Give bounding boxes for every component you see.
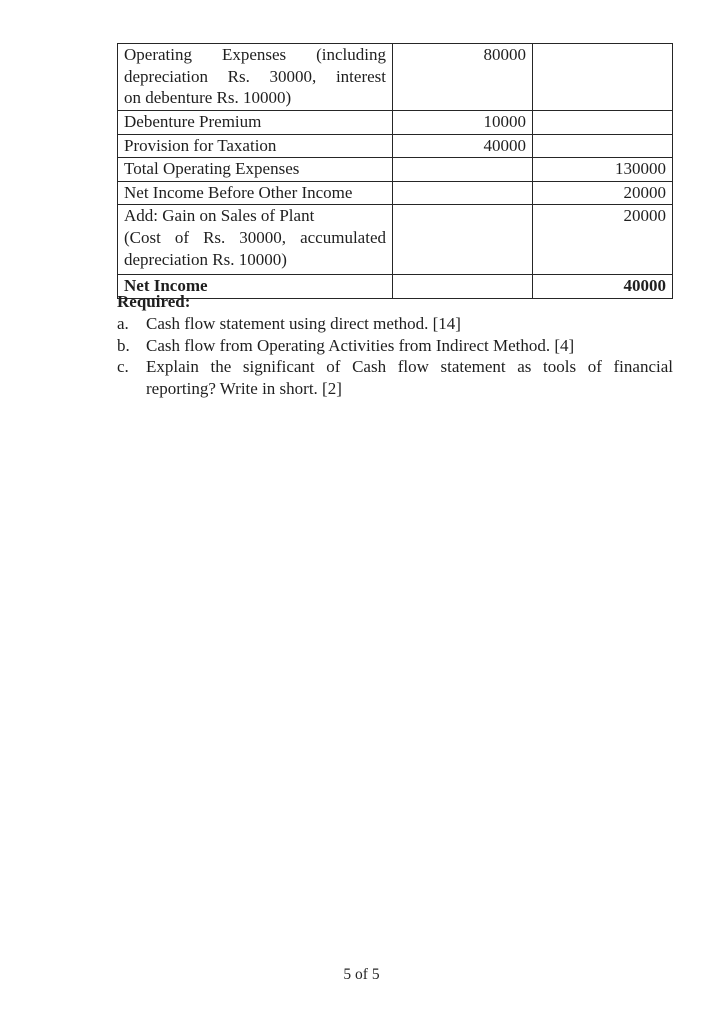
table-row-provision-taxation [118, 134, 673, 158]
expense-description-cell [118, 205, 393, 275]
table-row-gain-on-sales [118, 205, 673, 275]
amount-cell [393, 158, 533, 182]
total-cell: 20000 [533, 205, 673, 275]
expense-description-cell: Net Income [118, 275, 393, 299]
description-line: depreciation Rs. 30000, interest [124, 66, 386, 86]
table-row-net-income-before-other [118, 181, 673, 205]
expense-description-cell: Debenture Premium [118, 111, 393, 135]
required-section [117, 291, 673, 400]
amount-cell: 40000 [393, 134, 533, 158]
expense-description-cell: Net Income Before Other Income [118, 181, 393, 205]
total-cell: 20000 [533, 181, 673, 205]
page-number: 5 of 5 [343, 966, 380, 983]
required-heading: Required: [117, 292, 191, 311]
total-cell [533, 44, 673, 111]
amount-cell [393, 205, 533, 275]
income-statement-table [117, 43, 673, 299]
item-marker: c. [117, 357, 129, 377]
required-item-a [117, 313, 673, 335]
expense-description-cell: Total Operating Expenses [118, 158, 393, 182]
total-cell: 40000 [533, 275, 673, 299]
item-marker: a. [117, 314, 129, 333]
table-row-debenture-premium [118, 111, 673, 135]
amount-cell: 10000 [393, 111, 533, 135]
item-marker: b. [117, 335, 130, 355]
required-item-b [117, 335, 673, 357]
table-row-total-operating-expenses [118, 158, 673, 182]
item-text: Cash flow from Operating Activities from Indirect Method. [4] [146, 335, 575, 355]
description-line: (Cost of Rs. 30000, accumulated [124, 227, 386, 247]
total-cell [533, 134, 673, 158]
description-line: on debenture Rs. 10000) [124, 88, 292, 108]
total-cell [533, 111, 673, 135]
item-text: Explain the significant of Cash flow statement as tools of financial reporting? Write in short. [2] [146, 357, 673, 399]
amount-cell [393, 181, 533, 205]
expense-description-cell: Provision for Taxation [118, 134, 393, 158]
description-line: Add: Gain on Sales of Plant [124, 206, 315, 226]
description-line: Operating Expenses (including [124, 45, 386, 64]
expense-description-cell [118, 44, 393, 111]
item-text: Cash flow statement using direct method. [14] [146, 314, 461, 333]
required-item-c [117, 356, 673, 399]
amount-cell: 80000 [393, 44, 533, 111]
total-cell: 130000 [533, 158, 673, 182]
table-row-operating-expenses [118, 44, 673, 111]
description-line: depreciation Rs. 10000) [124, 249, 287, 269]
